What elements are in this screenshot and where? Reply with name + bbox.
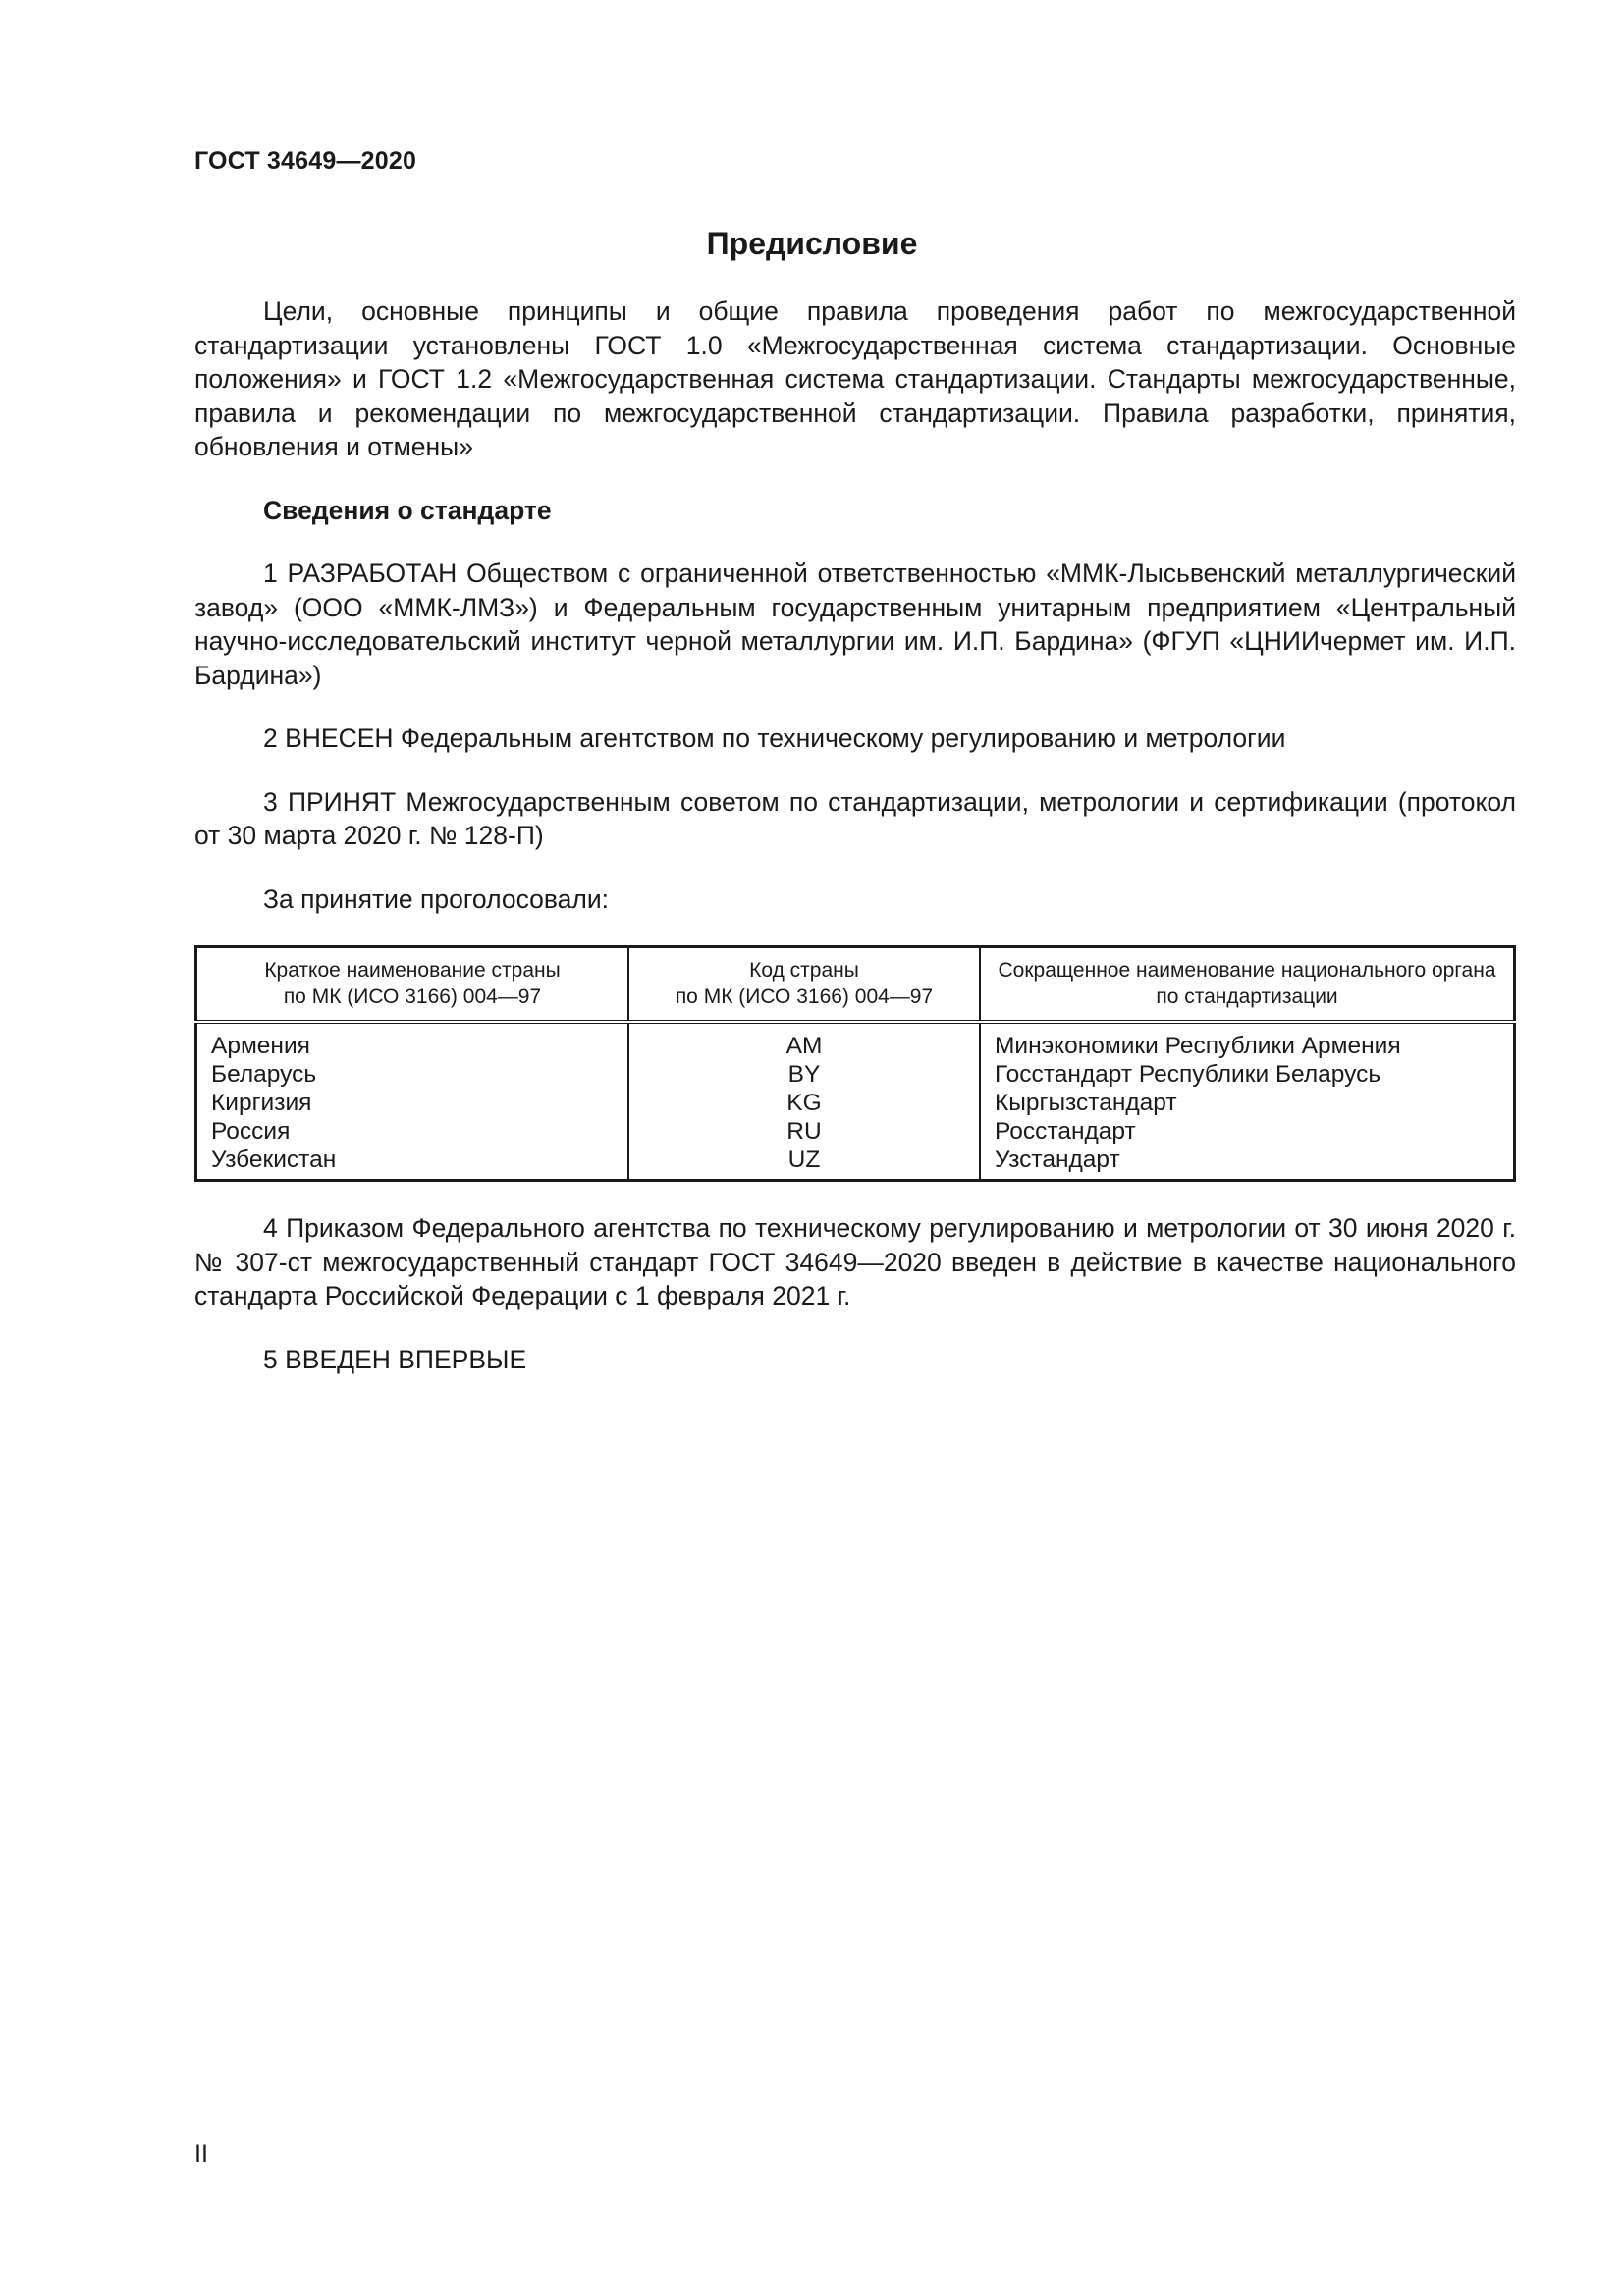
page-title: Предисловие: [706, 226, 918, 261]
country-name: Узбекистан: [196, 1146, 629, 1181]
national-body: Кыргызстандарт: [995, 1090, 1177, 1116]
voted-label: За принятие проголосовали:: [263, 883, 610, 914]
country-code: UZ: [628, 1146, 980, 1181]
item-first-time: 5 ВВЕДЕН ВПЕРВЫЕ: [263, 1344, 527, 1374]
country-code: BY: [628, 1060, 980, 1089]
section-heading: Сведения о стандарте: [263, 495, 552, 525]
item-adopted: 3 ПРИНЯТ Межгосударственным советом по стандартизации, метрологии и сертификации (протокол от 30 марта 2020 г. № 128-П): [194, 786, 1516, 850]
table-header-row: [196, 947, 1515, 1023]
country-name: Армения: [196, 1022, 629, 1060]
country-name: Россия: [196, 1117, 629, 1146]
national-body: Госстандарт Республики Беларусь: [995, 1061, 1381, 1088]
country-code: KG: [628, 1089, 980, 1117]
table-row: [196, 1146, 1515, 1181]
table-row: [196, 1117, 1515, 1146]
table-row: [196, 1060, 1515, 1089]
country-name: Беларусь: [196, 1060, 629, 1089]
item-order: 4 Приказом Федерального агентства по техническому регулированию и метрологии от 30 июня 2020 г. № 307-ст межгосударственный стандарт ГОСТ 34649—2020 введен в действие в качестве национального стандарта Российской Федерации с 1 февраля 2021 г.: [194, 1213, 1516, 1310]
page-content: [194, 294, 1516, 1376]
table-row: [196, 1089, 1515, 1117]
country-code: AM: [628, 1022, 980, 1060]
item-developed: 1 РАЗРАБОТАН Обществом с ограниченной ответственностью «ММК-Лысьвенский металлургический завод» (ООО «ММК-ЛМЗ») и Федеральным государственным унитарным предприятием «Центральный научно-исследовательский институт черной металлургии им. И.П. Бардина» (ФГУП «ЦНИИчермет им. И.П. Бардина»): [194, 559, 1516, 690]
header-country-name: Краткое наименование страны по МК (ИСО 3166) 004—97: [196, 947, 629, 1023]
document-id-header: ГОСТ 34649—2020: [194, 147, 417, 175]
country-code: RU: [628, 1117, 980, 1146]
national-body: Росстандарт: [995, 1118, 1136, 1145]
table-row: [196, 1022, 1515, 1060]
country-name: Киргизия: [196, 1089, 629, 1117]
national-body: Узстандарт: [995, 1147, 1120, 1173]
header-national-body: Сокращенное наименование национального органа по стандартизации: [980, 947, 1515, 1023]
intro-paragraph: Цели, основные принципы и общие правила проведения работ по межгосударственной стандартизации установлены ГОСТ 1.0 «Межгосударственная система стандартизации. Основные положения» и ГОСТ 1.2 «Межгосударственная система стандартизации. Стандарты межгосударственные, правила и рекомендации по межгосударственной стандартизации. Правила разработки, принятия, обновления и отмены»: [194, 296, 1516, 461]
national-body: Минэкономики Республики Армения: [995, 1033, 1401, 1059]
voting-countries-table: [194, 945, 1516, 1182]
page-number: II: [194, 2140, 208, 2167]
header-country-code: Код страны по МК (ИСО 3166) 004—97: [628, 947, 980, 1023]
item-introduced: 2 ВНЕСЕН Федеральным агентством по техническому регулированию и метрологии: [263, 723, 1286, 753]
